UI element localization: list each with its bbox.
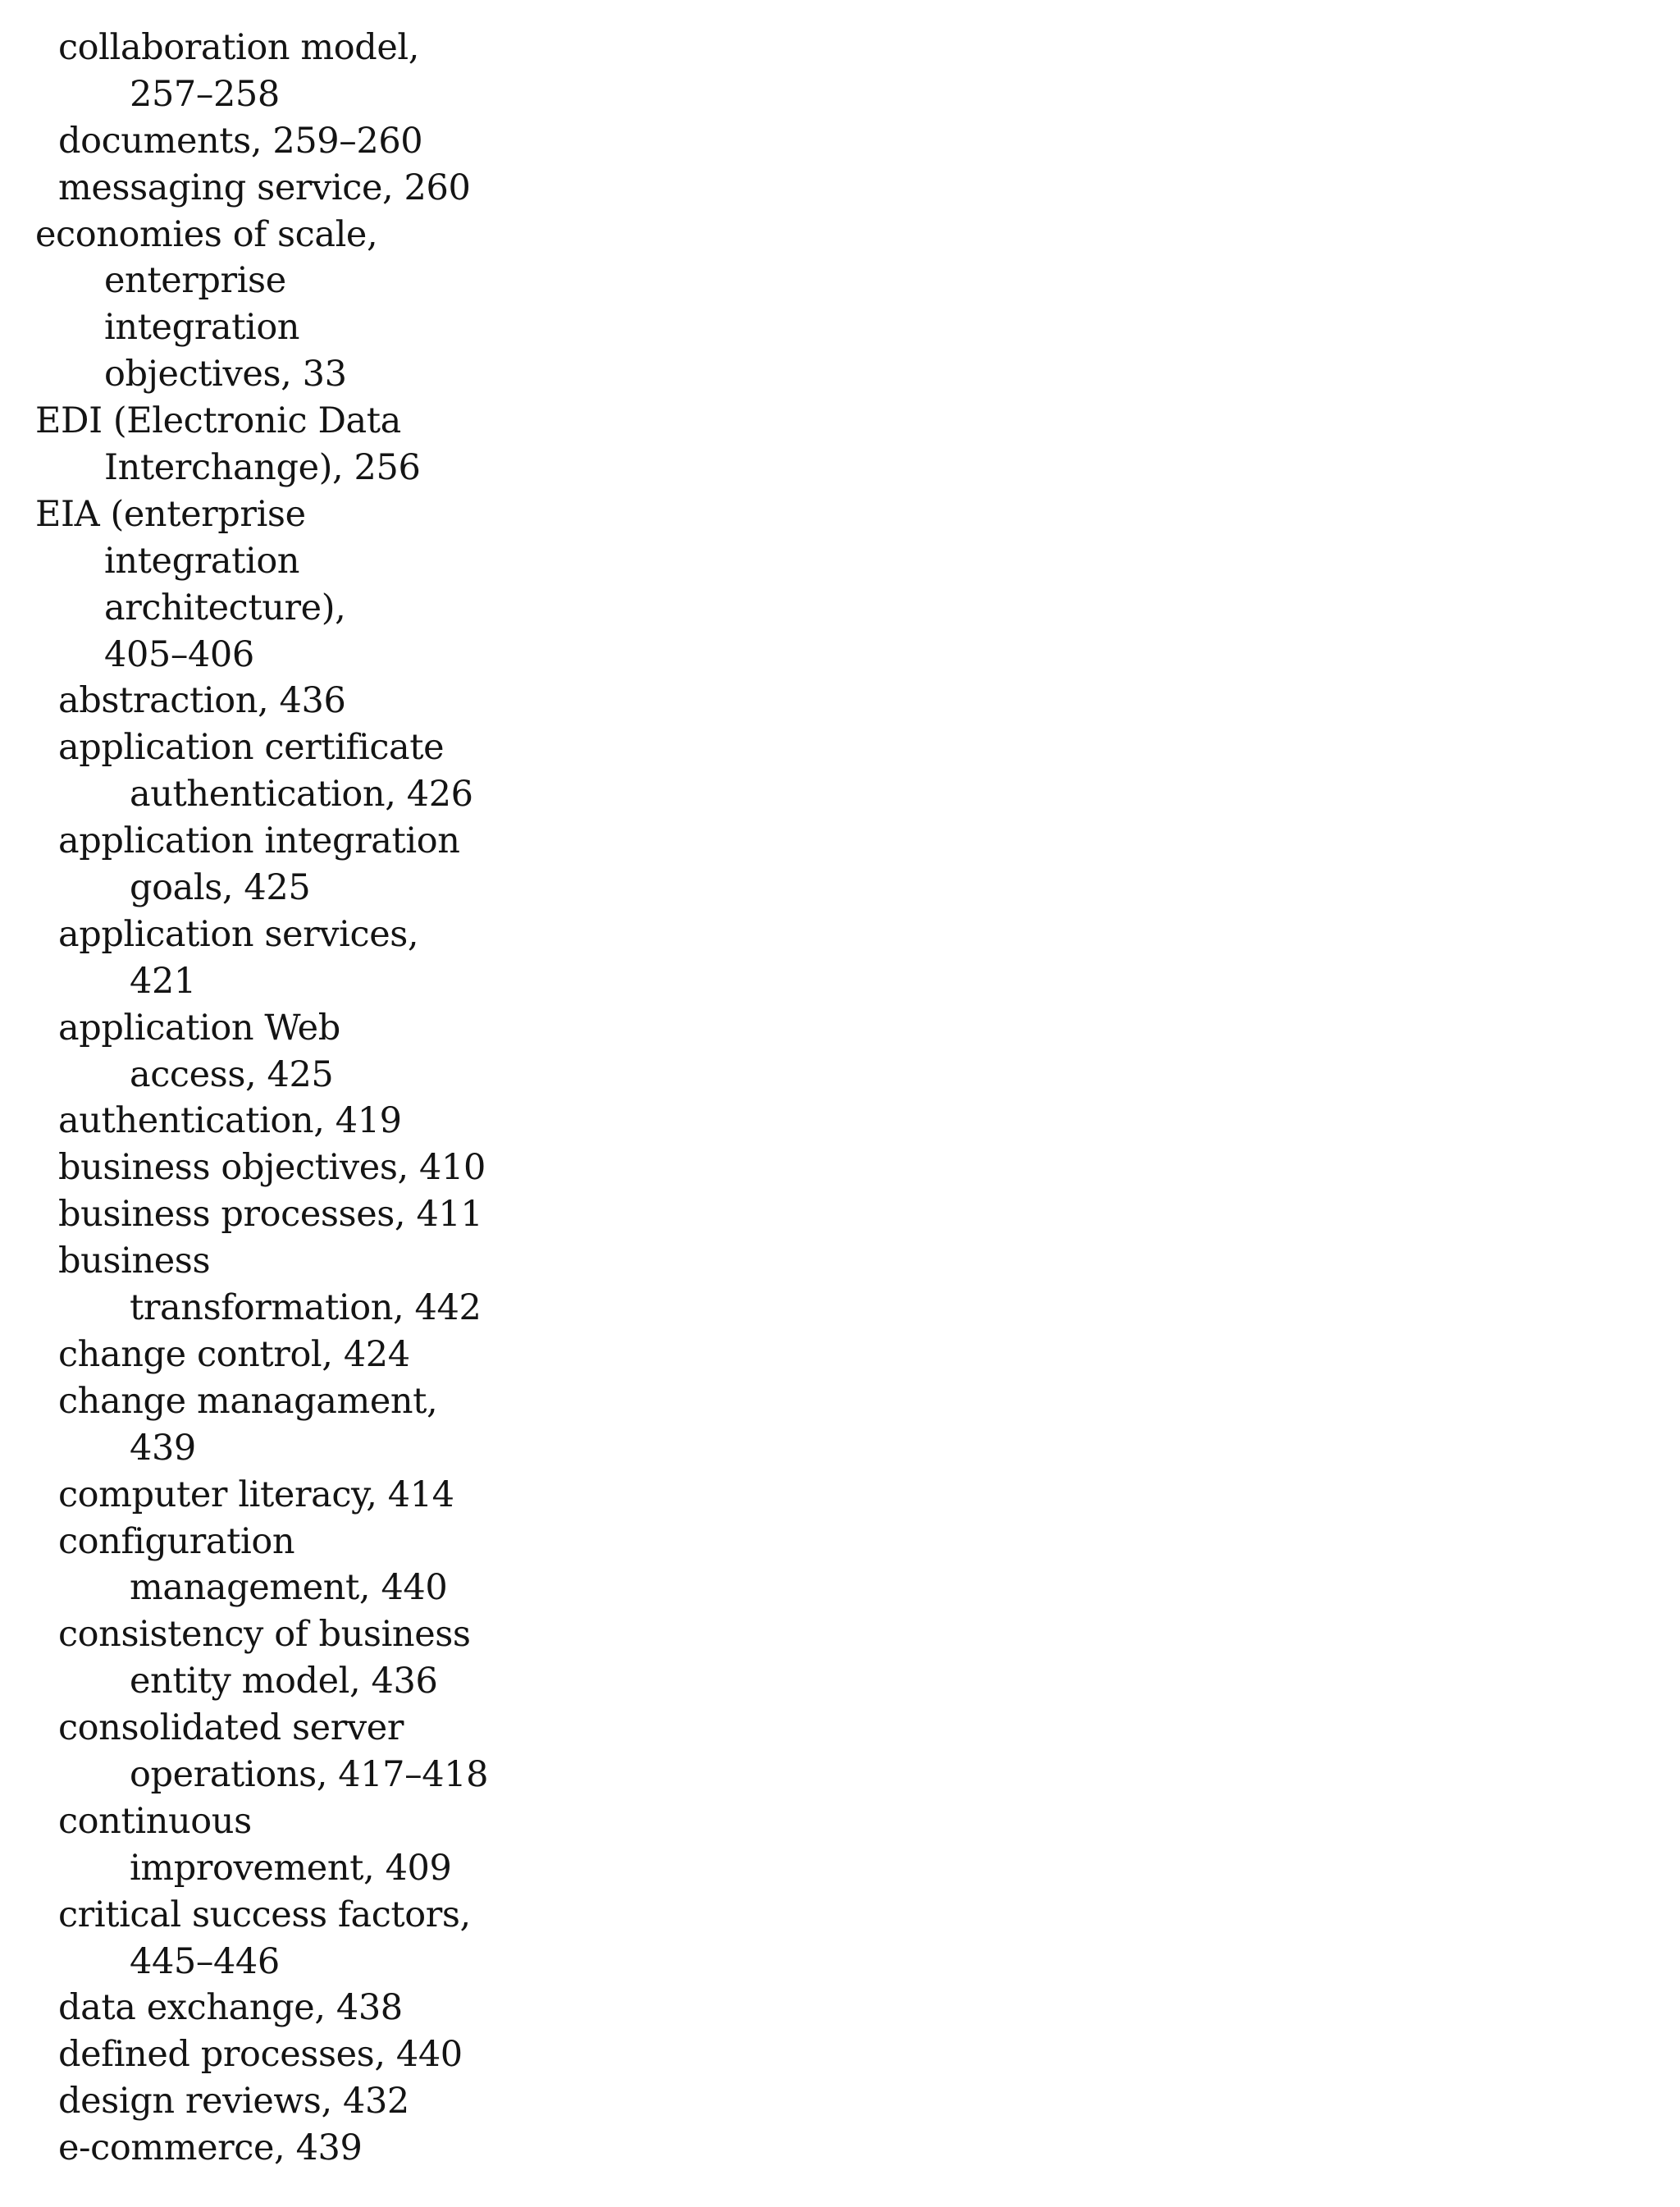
index-subentry-line: continuous (58, 1800, 252, 1842)
index-subentry-line: design reviews, 432 (58, 2081, 409, 2122)
index-subentry-line: application integration (58, 820, 460, 862)
index-subentry-line: critical success factors, (58, 1894, 471, 1935)
index-column (35, 25, 856, 2172)
index-heading-line: EIA (enterprise (35, 493, 306, 535)
index-continuation-line: transformation, 442 (130, 1287, 482, 1329)
index-subentry-line: collaboration model, (58, 27, 420, 68)
index-continuation-line: 445–446 (130, 1940, 280, 1982)
index-subentry-line: e-commerce, 439 (58, 2127, 363, 2169)
index-subentry-line: change managament, (58, 1380, 438, 1422)
index-subentry-line: consistency of business (58, 1614, 471, 1656)
index-subentry-line: defined processes, 440 (58, 2034, 463, 2076)
index-subentry-line: application Web (58, 1007, 340, 1049)
index-subentry-line: business (58, 1241, 211, 1282)
index-subentry-line: authentication, 419 (58, 1100, 402, 1142)
index-continuation-line: Interchange), 256 (104, 447, 421, 489)
index-continuation-line: 421 (130, 960, 196, 1002)
index-subentry-line: consolidated server (58, 1707, 404, 1749)
index-continuation-line: objectives, 33 (104, 354, 347, 395)
index-subentry-line: documents, 259–260 (58, 120, 423, 162)
index-continuation-line: entity model, 436 (130, 1661, 438, 1702)
index-subentry-line: messaging service, 260 (58, 167, 471, 208)
index-heading-line: economies of scale, (35, 213, 378, 255)
index-subentry-line: abstraction, 436 (58, 680, 346, 722)
index-continuation-line: authentication, 426 (130, 774, 473, 816)
index-continuation-line: operations, 417–418 (130, 1753, 489, 1795)
index-subentry-line: computer literacy, 414 (58, 1474, 454, 1515)
index-continuation-line: improvement, 409 (130, 1847, 452, 1889)
index-subentry-line: business processes, 411 (58, 1194, 483, 1236)
index-continuation-line: architecture), (104, 587, 346, 628)
index-continuation-line: integration (104, 540, 300, 582)
index-continuation-line: goals, 425 (130, 867, 311, 909)
index-subentry-line: application services, (58, 913, 419, 955)
index-subentry-line: data exchange, 438 (58, 1987, 403, 2029)
index-subentry-line: change control, 424 (58, 1333, 410, 1375)
index-continuation-line: management, 440 (130, 1567, 448, 1609)
index-continuation-line: 257–258 (130, 73, 280, 115)
index-continuation-line: 405–406 (104, 633, 254, 675)
index-heading-line: EDI (Electronic Data (35, 400, 401, 442)
index-continuation-line: integration (104, 307, 300, 349)
index-subentry-line: application certificate (58, 727, 445, 769)
index-continuation-line: enterprise (104, 260, 286, 302)
index-continuation-line: 439 (130, 1427, 196, 1469)
index-subentry-line: business objectives, 410 (58, 1147, 486, 1189)
index-subentry-line: configuration (58, 1520, 295, 1562)
index-continuation-line: access, 425 (130, 1053, 334, 1095)
